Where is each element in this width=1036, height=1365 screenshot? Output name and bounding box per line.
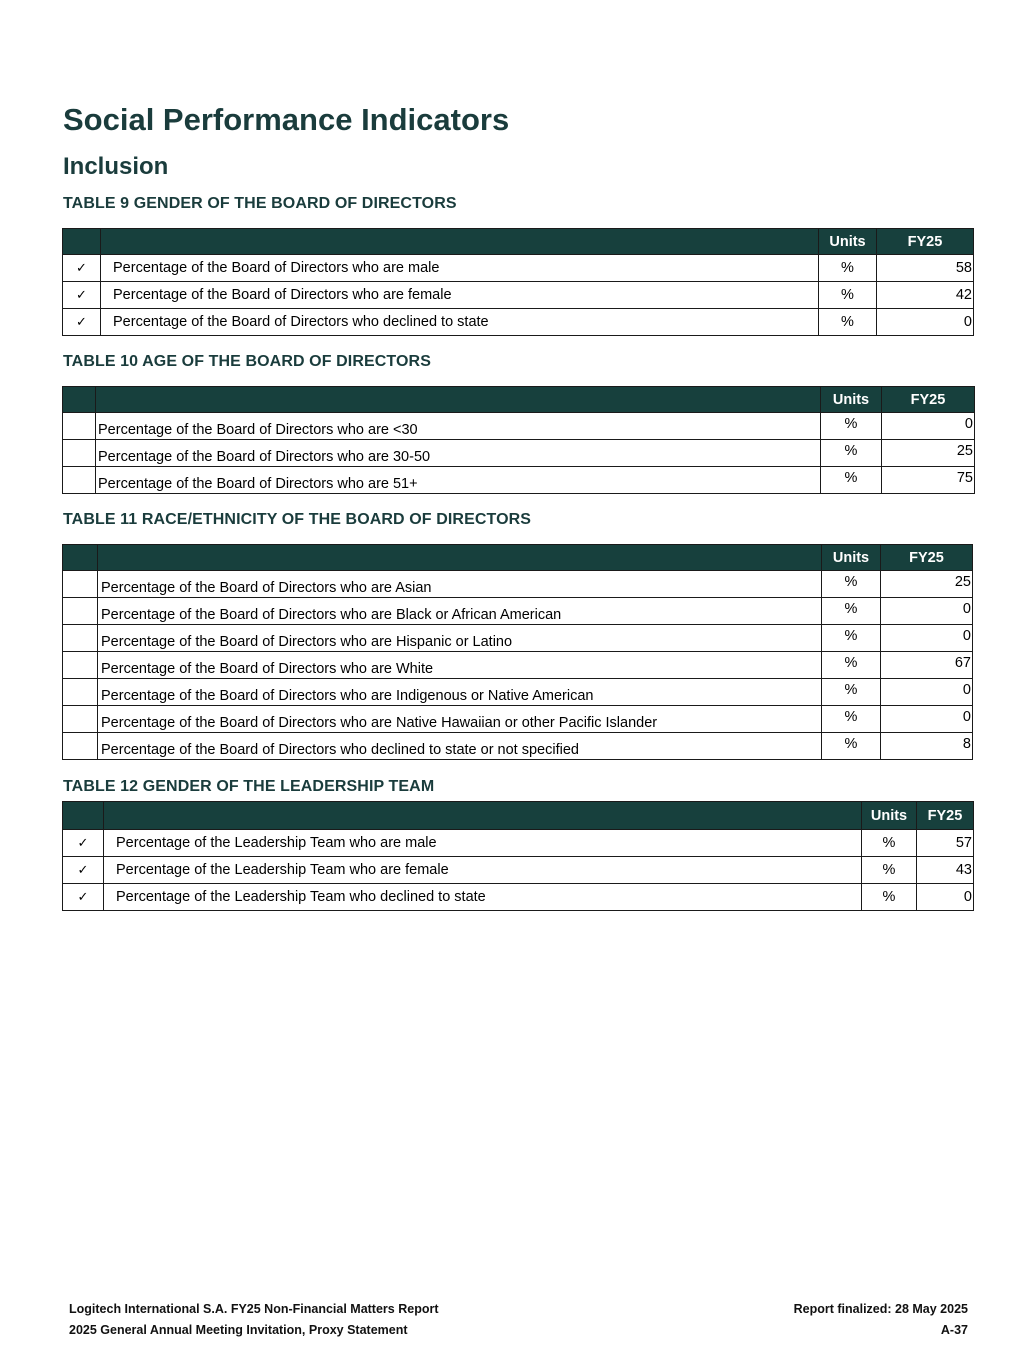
table-row <box>63 598 973 625</box>
footer-publication: 2025 General Annual Meeting Invitation, Proxy Statement <box>69 1323 408 1337</box>
row-label: Percentage of the Board of Directors who are Black or African American <box>98 598 822 625</box>
table9-header-row <box>63 229 974 255</box>
row-label: Percentage of the Board of Directors who are Asian <box>98 571 822 598</box>
row-blank-cell <box>63 706 98 733</box>
row-value: 75 <box>882 467 975 494</box>
row-blank-cell <box>63 467 96 494</box>
row-unit: % <box>821 440 882 467</box>
table10-header-units: Units <box>821 387 882 413</box>
row-unit: % <box>822 598 881 625</box>
row-blank-cell <box>63 679 98 706</box>
row-label: Percentage of the Board of Directors who declined to state or not specified <box>98 733 822 760</box>
table12 <box>62 801 974 911</box>
row-value: 25 <box>882 440 975 467</box>
row-label: Percentage of the Board of Directors who are 51+ <box>96 467 821 494</box>
table10-header-blank <box>63 387 96 413</box>
table-row <box>63 679 973 706</box>
table-row <box>63 440 975 467</box>
row-value: 25 <box>881 571 973 598</box>
row-blank-cell <box>63 413 96 440</box>
row-label: Percentage of the Board of Directors who are 30-50 <box>96 440 821 467</box>
row-label: Percentage of the Board of Directors who are Native Hawaiian or other Pacific Islander <box>98 706 822 733</box>
row-value: 67 <box>881 652 973 679</box>
row-unit: % <box>862 857 917 884</box>
row-value: 0 <box>917 884 974 911</box>
row-unit: % <box>819 255 877 282</box>
row-blank-cell <box>63 598 98 625</box>
row-unit: % <box>822 706 881 733</box>
footer-finalized-date: Report finalized: 28 May 2025 <box>793 1302 968 1316</box>
row-value: 0 <box>882 413 975 440</box>
row-value: 57 <box>917 830 974 857</box>
row-unit: % <box>822 679 881 706</box>
table-row <box>63 706 973 733</box>
table11-heading: TABLE 11 RACE/ETHNICITY OF THE BOARD OF DIRECTORS <box>63 511 532 528</box>
table-row <box>63 857 974 884</box>
table-row <box>63 571 973 598</box>
row-label: Percentage of the Leadership Team who are male <box>104 830 862 857</box>
row-value: 0 <box>881 706 973 733</box>
footer-page-number: A-37 <box>940 1323 968 1337</box>
check-icon: ✓ <box>63 857 104 884</box>
row-label: Percentage of the Leadership Team who are female <box>104 857 862 884</box>
table11 <box>62 544 973 760</box>
table10-header-label <box>96 387 821 413</box>
table9-header-blank <box>63 229 101 255</box>
check-icon: ✓ <box>63 282 101 309</box>
table10 <box>62 386 975 494</box>
table11-header-label <box>98 545 822 571</box>
table12-heading: TABLE 12 GENDER OF THE LEADERSHIP TEAM <box>63 778 435 795</box>
row-unit: % <box>822 733 881 760</box>
row-label: Percentage of the Board of Directors who are <30 <box>96 413 821 440</box>
row-label: Percentage of the Board of Directors who are Indigenous or Native American <box>98 679 822 706</box>
row-value: 0 <box>881 679 973 706</box>
table12-header-blank <box>63 802 104 830</box>
row-value: 0 <box>881 625 973 652</box>
row-value: 0 <box>877 309 974 336</box>
table-row <box>63 652 973 679</box>
table-row <box>63 282 974 309</box>
table12-header-fy25: FY25 <box>917 802 974 830</box>
check-icon: ✓ <box>63 309 101 336</box>
table-row <box>63 255 974 282</box>
row-blank-cell <box>63 733 98 760</box>
check-icon: ✓ <box>63 255 101 282</box>
row-unit: % <box>862 830 917 857</box>
table-row <box>63 830 974 857</box>
row-label: Percentage of the Board of Directors who are male <box>101 255 819 282</box>
check-icon: ✓ <box>63 830 104 857</box>
table-row <box>63 467 975 494</box>
row-label: Percentage of the Board of Directors who are Hispanic or Latino <box>98 625 822 652</box>
row-unit: % <box>822 652 881 679</box>
table9-header-label <box>101 229 819 255</box>
row-blank-cell <box>63 652 98 679</box>
section-subtitle: Inclusion <box>63 153 169 180</box>
row-unit: % <box>862 884 917 911</box>
row-label: Percentage of the Board of Directors who are female <box>101 282 819 309</box>
table9 <box>62 228 974 336</box>
table-row <box>63 309 974 336</box>
row-unit: % <box>822 625 881 652</box>
row-blank-cell <box>63 625 98 652</box>
row-unit: % <box>821 413 882 440</box>
table10-header-fy25: FY25 <box>882 387 975 413</box>
table12-header-label <box>104 802 862 830</box>
table12-header-row <box>63 802 974 830</box>
row-value: 8 <box>881 733 973 760</box>
row-label: Percentage of the Board of Directors who declined to state <box>101 309 819 336</box>
table9-header-units: Units <box>819 229 877 255</box>
row-unit: % <box>821 467 882 494</box>
row-value: 42 <box>877 282 974 309</box>
page-title: Social Performance Indicators <box>63 102 510 137</box>
table9-heading: TABLE 9 GENDER OF THE BOARD OF DIRECTORS <box>63 195 457 212</box>
table-row <box>63 625 973 652</box>
table11-header-units: Units <box>822 545 881 571</box>
table11-header-row <box>63 545 973 571</box>
table12-header-units: Units <box>862 802 917 830</box>
footer-report-name: Logitech International S.A. FY25 Non-Financial Matters Report <box>69 1302 439 1316</box>
row-blank-cell <box>63 571 98 598</box>
table10-heading: TABLE 10 AGE OF THE BOARD OF DIRECTORS <box>63 353 431 370</box>
table-row <box>63 413 975 440</box>
row-unit: % <box>822 571 881 598</box>
row-blank-cell <box>63 440 96 467</box>
row-label: Percentage of the Leadership Team who declined to state <box>104 884 862 911</box>
table11-header-blank <box>63 545 98 571</box>
row-label: Percentage of the Board of Directors who are White <box>98 652 822 679</box>
row-value: 43 <box>917 857 974 884</box>
row-unit: % <box>819 282 877 309</box>
table-row <box>63 733 973 760</box>
check-icon: ✓ <box>63 884 104 911</box>
row-unit: % <box>819 309 877 336</box>
table-row <box>63 884 974 911</box>
table11-header-fy25: FY25 <box>881 545 973 571</box>
table10-header-row <box>63 387 975 413</box>
table9-header-fy25: FY25 <box>877 229 974 255</box>
row-value: 0 <box>881 598 973 625</box>
row-value: 58 <box>877 255 974 282</box>
